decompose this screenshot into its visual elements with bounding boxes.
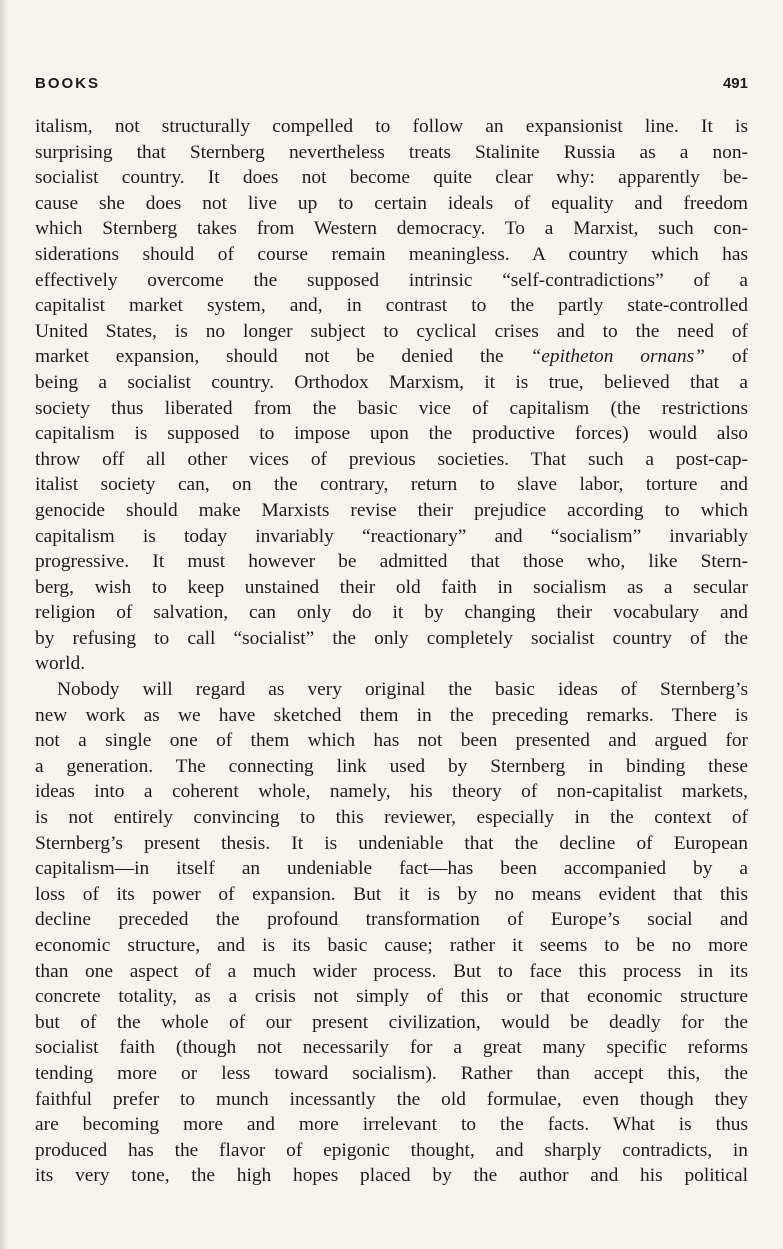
text-line: but of the whole of our present civilization, would be deadly for the: [35, 1011, 748, 1033]
text-segment: of: [704, 346, 748, 368]
text-line: decline preceded the profound transformation of Europe’s social and: [35, 909, 748, 931]
text-line: faithful prefer to munch incessantly the old formulae, even though they: [35, 1088, 748, 1110]
text-line: siderations should of course remain meaningless. A country which has: [35, 243, 748, 265]
page-number: 491: [722, 75, 748, 92]
text-line: capitalism is today invariably “reactionary” and “socialism” invariably: [35, 525, 748, 547]
text-line: loss of its power of expansion. But it is by no means evident that this: [35, 883, 748, 905]
text-line: [35, 344, 748, 370]
text-line: produced has the flavor of epigonic thought, and sharply contradicts, in: [35, 1139, 748, 1161]
text-line: world.: [35, 653, 86, 675]
italic-phrase: “epitheton ornans”: [530, 346, 705, 368]
text-line: Nobody will regard as very original the basic ideas of Sternberg’s: [57, 679, 748, 701]
text-line: genocide should make Marxists revise their prejudice according to which: [35, 499, 748, 521]
text-line: effectively overcome the supposed intrinsic “self-contradictions” of a: [35, 269, 748, 291]
text-line: new work as we have sketched them in the preceding remarks. There is: [35, 704, 748, 726]
text-line: are becoming more and more irrelevant to the facts. What is thus: [35, 1114, 748, 1136]
text-line: which Sternberg takes from Western democracy. To a Marxist, such con-: [35, 218, 748, 240]
text-line: capitalist market system, and, in contrast to the partly state-controlled: [35, 295, 748, 317]
text-line: socialist country. It does not become quite clear why: apparently be-: [35, 167, 748, 189]
text-line: than one aspect of a much wider process. But to face this process in its: [35, 960, 748, 982]
body-text: [35, 114, 748, 1189]
text-line: concrete totality, as a crisis not simply of this or that economic structure: [35, 986, 748, 1008]
text-line: throw off all other vices of previous societies. That such a post-cap-: [35, 448, 748, 470]
text-line: ideas into a coherent whole, namely, his theory of non-capitalist markets,: [35, 781, 748, 803]
text-line: being a socialist country. Orthodox Marxism, it is true, believed that a: [35, 371, 748, 393]
section-name: BOOKS: [35, 75, 101, 92]
text-line: society thus liberated from the basic vice of capitalism (the restrictions: [35, 397, 748, 419]
text-line: by refusing to call “socialist” the only completely socialist country of the: [35, 627, 748, 649]
text-line: religion of salvation, can only do it by changing their vocabulary and: [35, 602, 748, 624]
text-line: cause she does not live up to certain ideals of equality and freedom: [35, 192, 748, 214]
text-line: italist society can, on the contrary, return to slave labor, torture and: [35, 474, 748, 496]
text-line: capitalism is supposed to impose upon the productive forces) would also: [35, 423, 748, 445]
text-line: tending more or less toward socialism). Rather than accept this, the: [35, 1062, 748, 1084]
text-line: italism, not structurally compelled to follow an expansionist line. It is: [35, 116, 748, 137]
text-line: capitalism—in itself an undeniable fact—has been accompanied by a: [35, 858, 748, 880]
text-line: a generation. The connecting link used by Sternberg in binding these: [35, 755, 748, 777]
text-line: economic structure, and is its basic cause; rather it seems to be no more: [35, 935, 748, 956]
text-line: socialist faith (though not necessarily for a great many specific reforms: [35, 1037, 748, 1059]
text-line: progressive. It must however be admitted that those who, like Stern-: [35, 551, 748, 573]
text-line: not a single one of them which has not been presented and argued for: [35, 730, 748, 752]
text-segment: market expansion, should not be denied the: [35, 346, 531, 368]
running-head: [35, 75, 748, 99]
text-line: berg, wish to keep unstained their old faith in socialism as a secular: [35, 576, 748, 598]
text-line: is not entirely convincing to this reviewer, especially in the context of: [35, 807, 748, 829]
text-line: Sternberg’s present thesis. It is undeniable that the decline of European: [35, 832, 748, 854]
text-line: its very tone, the high hopes placed by the author and his political: [35, 1165, 748, 1187]
text-line: United States, is no longer subject to cyclical crises and to the need of: [35, 320, 748, 342]
text-line: surprising that Sternberg nevertheless treats Stalinite Russia as a non-: [35, 141, 748, 163]
page-edge-shadow: [0, 0, 8, 1249]
